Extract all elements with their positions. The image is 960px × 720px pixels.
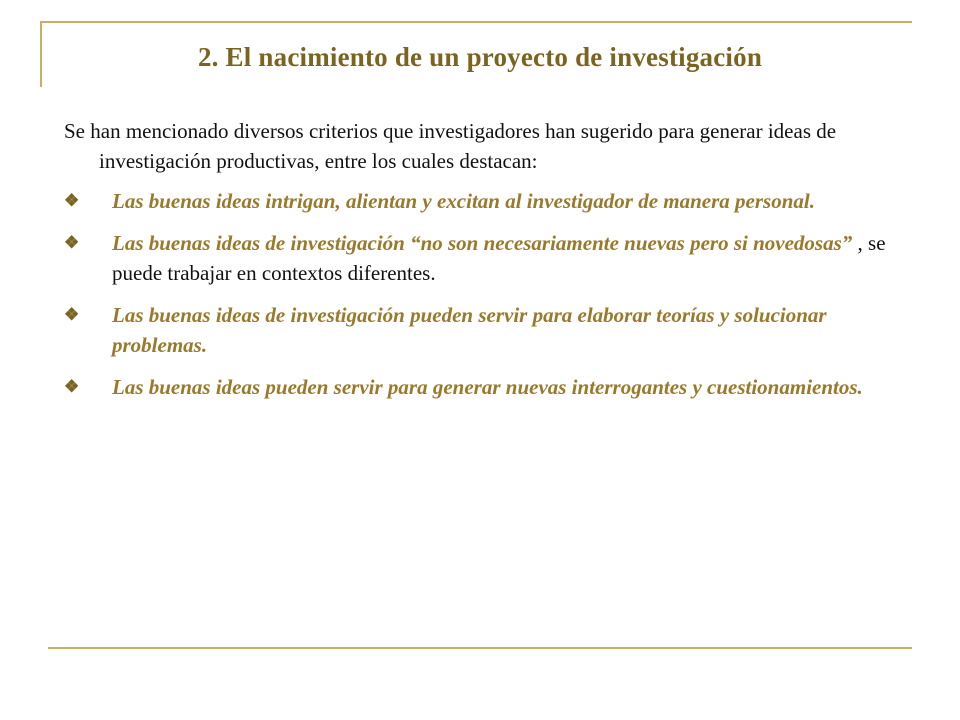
frame-top-line bbox=[40, 21, 912, 23]
bullet-item bbox=[64, 372, 904, 402]
intro-paragraph: Se han mencionado diversos criterios que investigadores han sugerido para generar ideas de investigación productivas, entre los cuales destacan: bbox=[64, 119, 837, 173]
bullet-emphasis-text: Las buenas ideas de investigación “no son necesariamente nuevas pero si novedosas” bbox=[112, 231, 858, 255]
bullet-emphasis-text: Las buenas ideas intrigan, alientan y excitan al investigador de manera personal. bbox=[112, 189, 815, 213]
bullet-plain-text: , se puede trabajar en contextos diferentes. bbox=[112, 231, 886, 285]
bullet-emphasis-text: Las buenas ideas de investigación pueden servir para elaborar teorías y solucionar problemas. bbox=[112, 303, 827, 357]
diamond-bullet-icon: ❖ bbox=[64, 191, 80, 210]
frame-bottom-line bbox=[48, 647, 912, 649]
slide-title: 2. El nacimiento de un proyecto de investigación bbox=[197, 42, 763, 72]
bullet-item bbox=[64, 186, 904, 216]
slide-body bbox=[64, 116, 904, 414]
diamond-bullet-icon: ❖ bbox=[64, 377, 80, 396]
bullet-item bbox=[64, 228, 904, 288]
diamond-bullet-icon: ❖ bbox=[64, 233, 80, 252]
bullet-emphasis-text: Las buenas ideas pueden servir para generar nuevas interrogantes y cuestionamientos. bbox=[112, 375, 863, 399]
diamond-bullet-icon: ❖ bbox=[64, 305, 80, 324]
bullet-item bbox=[64, 300, 904, 360]
